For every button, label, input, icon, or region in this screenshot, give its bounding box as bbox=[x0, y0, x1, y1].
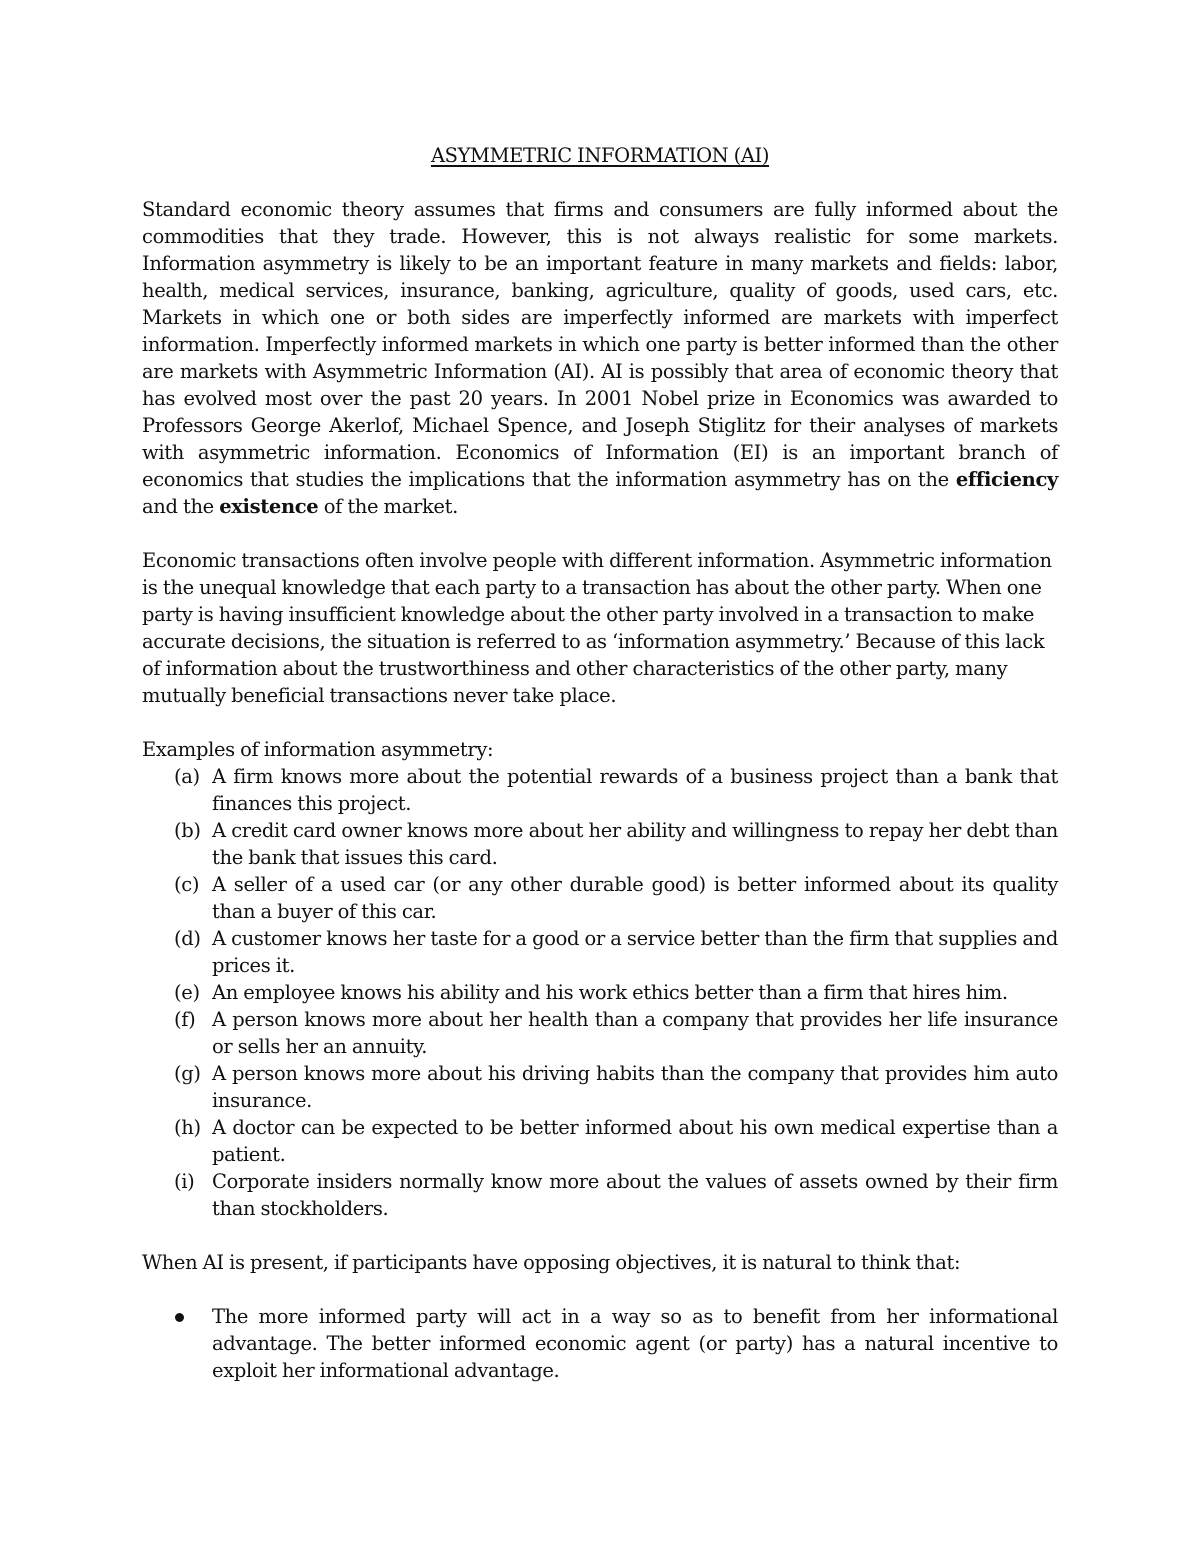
list-item bbox=[142, 763, 1058, 817]
page-title: ASYMMETRIC INFORMATION (AI) bbox=[430, 144, 770, 167]
list-marker: (a) bbox=[174, 765, 200, 788]
list-item-text: A credit card owner knows more about her ability and willingness to repay her debt than the bank that issues this card. bbox=[212, 819, 1058, 869]
intro-paragraph bbox=[142, 196, 1058, 520]
list-item bbox=[142, 871, 1058, 925]
list-item-text: Corporate insiders normally know more about the values of assets owned by their firm than stockholders. bbox=[212, 1170, 1058, 1220]
objectives-paragraph: When AI is present, if participants have opposing objectives, it is natural to think that: bbox=[142, 1251, 961, 1274]
intro-paragraph-text: Standard economic theory assumes that firms and consumers are fully informed about the commodities that they trade. However, this is not always realistic for some markets. Information asymmetry is likely to be an important feature in many markets and fields: labor, health, medical services, insurance, banking, agriculture, quality of goods, used cars, etc. Markets in which one or both sides are imperfectly informed are markets with imperfect information. Imperfectly informed markets in which one party is better informed than the other are markets with Asymmetric Information (AI). AI is possibly that area of economic theory that has evolved most over the past 20 years. In 2001 Nobel prize in Economics was awarded to Professors George Akerlof, Michael Spence, and Joseph Stiglitz for their analyses of markets with asymmetric information. Economics of Information (EI) is an important branch of economics that studies the implications that the information asymmetry has on the bbox=[142, 198, 1058, 491]
list-item bbox=[142, 1168, 1058, 1222]
existence-term: existence bbox=[219, 495, 319, 518]
examples-list bbox=[142, 763, 1058, 1222]
list-item-text: A doctor can be expected to be better informed about his own medical expertise than a patient. bbox=[212, 1116, 1058, 1166]
document-page bbox=[142, 142, 1058, 1384]
list-marker: (c) bbox=[174, 873, 200, 896]
examples-heading: Examples of information asymmetry: bbox=[142, 738, 494, 761]
bullet-dot-icon bbox=[175, 1313, 184, 1322]
bullet-item bbox=[142, 1303, 1058, 1384]
list-item bbox=[142, 1006, 1058, 1060]
list-item-text: A seller of a used car (or any other durable good) is better informed about its quality than a buyer of this car. bbox=[212, 873, 1058, 923]
list-marker: (i) bbox=[174, 1170, 195, 1193]
list-marker: (e) bbox=[174, 981, 200, 1004]
bullet-list bbox=[142, 1303, 1058, 1384]
list-marker: (g) bbox=[174, 1062, 201, 1085]
list-item bbox=[142, 925, 1058, 979]
bullet-item-text: The more informed party will act in a way so as to benefit from her informational advantage. The better informed economic agent (or party) has a natural incentive to exploit her informational advantage. bbox=[212, 1305, 1058, 1382]
list-item-text: A person knows more about her health than a company that provides her life insurance or sells her an annuity. bbox=[212, 1008, 1058, 1058]
intro-paragraph-between: and the bbox=[142, 495, 214, 518]
list-marker: (h) bbox=[174, 1116, 201, 1139]
list-item bbox=[142, 1114, 1058, 1168]
intro-paragraph-end: of the market. bbox=[323, 495, 458, 518]
list-marker: (d) bbox=[174, 927, 201, 950]
list-item-text: A person knows more about his driving habits than the company that provides him auto insurance. bbox=[212, 1062, 1058, 1112]
list-marker: (f) bbox=[174, 1008, 196, 1031]
list-item-text: A firm knows more about the potential rewards of a business project than a bank that finances this project. bbox=[212, 765, 1058, 815]
list-item-text: An employee knows his ability and his work ethics better than a firm that hires him. bbox=[212, 981, 1008, 1004]
transactions-paragraph: Economic transactions often involve people with different information. Asymmetric information is the unequal knowledge that each party to a transaction has about the other party. When one party is having insufficient knowledge about the other party involved in a transaction to make accurate decisions, the situation is referred to as ‘information asymmetry.’ Because of this lack of information about the trustworthiness and other characteristics of the other party, many mutually beneficial transactions never take place. bbox=[142, 549, 1052, 707]
list-item bbox=[142, 979, 1058, 1006]
list-item-text: A customer knows her taste for a good or a service better than the firm that supplies and prices it. bbox=[212, 927, 1058, 977]
list-marker: (b) bbox=[174, 819, 201, 842]
list-item bbox=[142, 817, 1058, 871]
efficiency-term: efficiency bbox=[955, 468, 1058, 491]
list-item bbox=[142, 1060, 1058, 1114]
